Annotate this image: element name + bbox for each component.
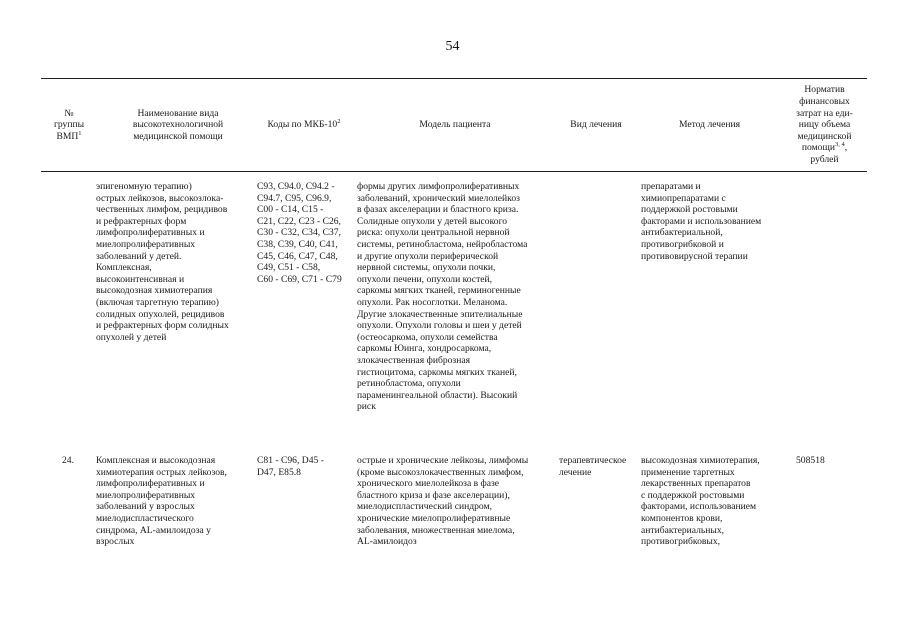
row-icd-codes: C93, C94.0, C94.2 - C94.7, C95, C96.9, C00 - C14, C15 - C21, C22, C23 - C26, C30 - C32, C34, C37, C38, C39, C40, C41, C45, C46, C47, C48, C49, C51 - C58, C60 - C69, C71 - C79 (257, 181, 342, 285)
row-patient-model: формы других лимфопролиферативных заболеваний, хронический миелолейкоз в фазах акселерации и бластного криза. Солидные опухоли у детей высокого риска: опухоли центральной нервной системы, ретинобластома, нейробластома и другие опухоли периферической нервной системы, опухоли почки, опухоли печени, опухоли костей, саркомы мягких тканей, герминогенные опухоли. Рак носоглотки. Меланома. Другие злокачественные эпителиальные опухоли. Опухоли головы и шеи у детей (остеосаркома, опухоли семейства саркомы Юинга, хондросаркома, злокачественная фиброзная гистиоцитома, саркомы мягких тканей, ретинобластома, опухоли параменингеальной области). Высокий риск (357, 181, 528, 413)
header-patient-model: Модель пациента (419, 119, 491, 131)
header-bottom-border (41, 171, 867, 172)
row-care-type: Комплексная и высокодозная химиотерапия острых лейкозов, лимфопролиферативных и миелопролиферативных заболеваний у взрослых миелодиспластического синдрома, AL-амилоидоза у взрослых (96, 455, 227, 548)
header-icd-codes: Коды по МКБ-$10^2$ (267, 118, 341, 131)
header-care-type: Наименование вида высокотехнологичной медицинской помощи (132, 107, 224, 142)
row-patient-model: острые и хронические лейкозы, лимфомы (кроме высокозлокачественных лимфом, хронического миелолейкоза в фазе бластного криза и фазе акселерации), миелодиспластический синдром, хронические миелопролиферативные заболевания, множественная миелома, AL-амилоидоз (357, 455, 529, 548)
page-number: 54 (445, 39, 460, 54)
row-treatment-method: препаратами и химиопрепаратами с поддержкой ростовыми факторами и использованием антибактериальной, противогрибковой и противовирусной терапии (641, 181, 762, 262)
header-treatment-method: Метод лечения (678, 119, 741, 131)
row-cost-standard: 508518 (796, 455, 825, 466)
header-group-number: № группы ВМП$^1$ (53, 107, 85, 142)
row-treatment-type: терапевтическое лечение (559, 455, 627, 478)
row-treatment-method: высокодозная химиотерапия, применение таргетных лекарственных препаратов с поддержкой ростовыми факторами, использованием компонентов крови, антибактериальных, противогрибковых, (641, 455, 760, 548)
row-icd-codes: C81 - C96, D45 - D47, E85.8 (257, 455, 324, 478)
row-group-number: 24. (62, 455, 74, 466)
header-cost-standard: Норматив финансовых затрат на еди- ницу объема медицинской помощи$^{3, 4}$, рублей (796, 84, 853, 165)
header-treatment-type: Вид лечения (570, 119, 622, 131)
row-care-type: эпигеномную терапию) острых лейкозов, высокозлока- чественных лимфом, рецидивов и рефрактерных форм лимфопролиферативных и миелопролиферативных заболеваний у детей. Комплексная, высокоинтенсивная и высокодозная химиотерапия (включая таргетную терапию) солидных опухолей, рецидивов и рефрактерных форм солидных опухолей у детей (96, 181, 229, 343)
